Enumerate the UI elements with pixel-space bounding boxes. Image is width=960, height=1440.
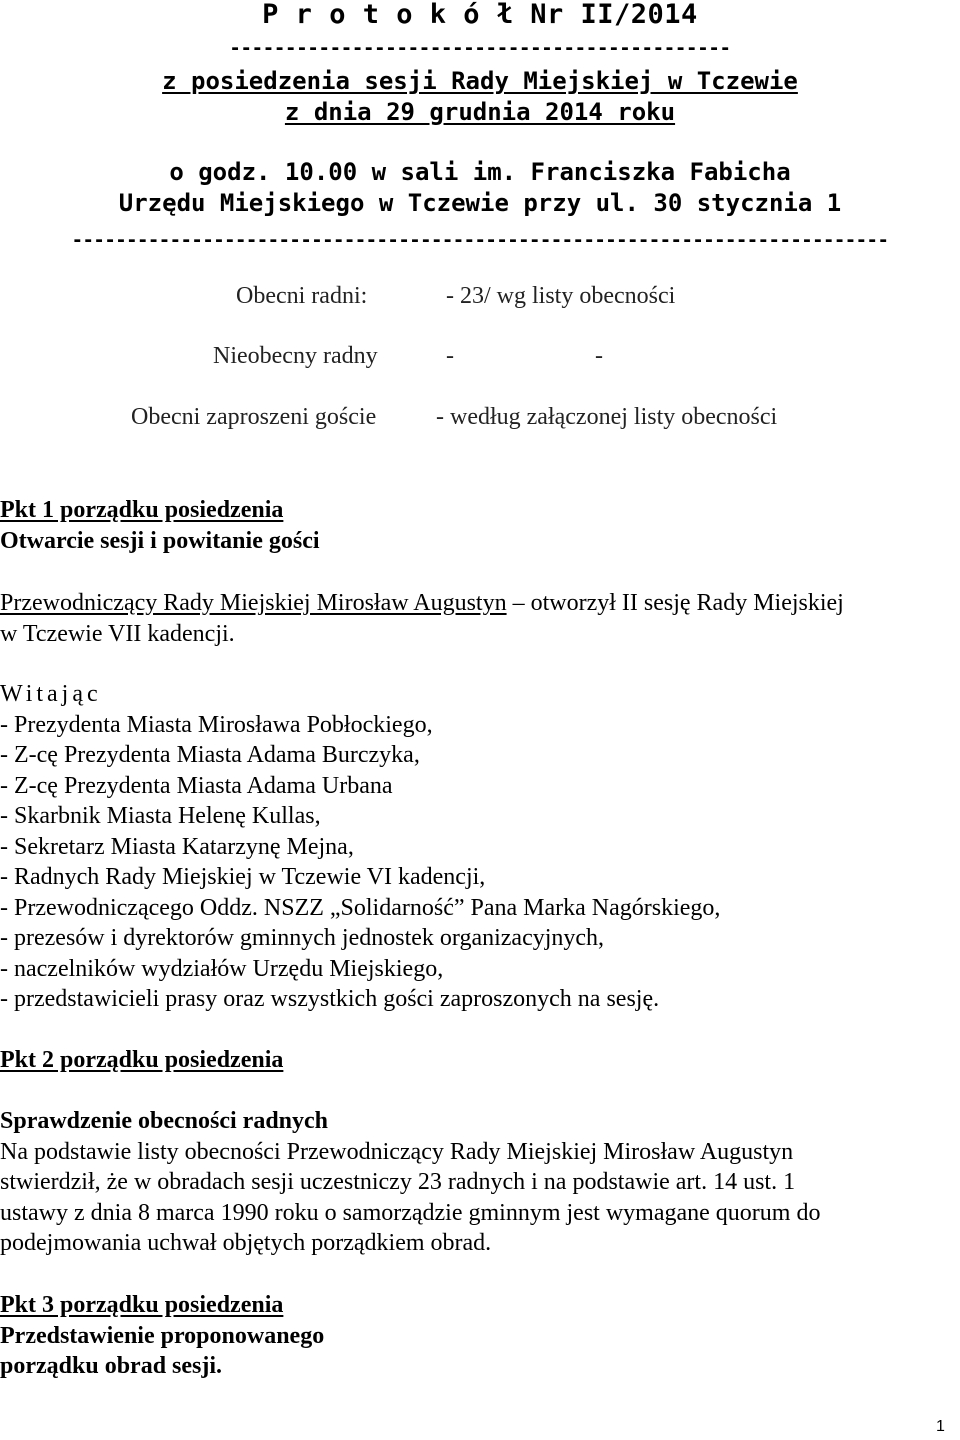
welcome-list-item: - Radnych Rady Miejskiej w Tczewie VI kadencji, [0,864,486,890]
pkt3-subheading: Przedstawienie proponowanego [0,1322,325,1349]
pkt1-opening [0,588,958,649]
welcome-list-item: - Prezydenta Miasta Mirosława Pobłockiego, [0,711,433,738]
welcome-list-item: - Przewodniczącego Oddz. NSZZ „Solidarność” Pana Marka Nagórskiego, [0,894,721,921]
opening-line-2: w Tczewie VII kadencji. [0,620,235,647]
absent-councillor-label: Nieobecny radny [213,343,378,369]
pkt1-section [0,495,958,556]
pkt2-subheading: Sprawdzenie obecności radnych [0,1108,329,1134]
welcome-list-item: - Sekretarz Miasta Katarzynę Mejna, [0,833,354,860]
title-separator: --------------------------------------------- [229,37,731,59]
absent-councillor-value: - [595,343,603,369]
welcome-list-item: - Skarbnik Miasta Helenę Kullas, [0,803,321,829]
session-address: Urzędu Miejskiego w Tczewie przy ul. 30 stycznia 1 [118,189,842,217]
welcome-list-item: - Z-cę Prezydenta Miasta Adama Burczyka, [0,742,420,768]
pkt2-paragraph-line: Na podstawie listy obecności Przewodniczący Rady Miejskiej Mirosław Augustyn [0,1138,794,1165]
welcome-list-item: - przedstawicieli prasy oraz wszystkich gości zaproszonych na sesję. [0,986,660,1012]
pkt3-section [0,1290,958,1382]
welcome-word: Witając [0,681,102,707]
pkt2-paragraph-line: podejmowania uchwał objętych porządkiem obrad. [0,1230,492,1256]
present-councillors-label: Obecni radni: [236,283,368,309]
pkt3-subheading-2: porządku obrad sesji. [0,1353,223,1379]
session-date: z dnia 29 grudnia 2014 roku [284,98,676,126]
session-subtitle: z posiedzenia sesji Rady Miejskiej w Tczewie [162,67,798,95]
page-number: 1 [936,1418,945,1435]
pkt1-heading: Pkt 1 porządku posiedzenia [0,497,284,523]
present-councillors-value: - 23/ wg listy obecności [446,283,676,309]
opening-text: – otworzył II sesję Rady Miejskiej [506,590,844,616]
welcome-section [0,679,958,1015]
invited-guests-value: - według załączonej listy obecności [436,404,778,430]
welcome-list-item: - naczelników wydziałów Urzędu Miejskiego, [0,955,444,982]
header-separator: --------------------------------------------------------------------------- [71,229,889,251]
welcome-list-item: - prezesów i dyrektorów gminnych jednostek organizacyjnych, [0,925,605,951]
pkt2-paragraph-line: ustawy z dnia 8 marca 1990 roku o samorządzie gminnym jest wymagane quorum do [0,1199,821,1226]
pkt2-paragraph-line: stwierdził, że w obradach sesji uczestniczy 23 radnych i na podstawie art. 14 ust. 1 [0,1169,796,1195]
document-title: P r o t o k ó ł Nr II/2014 [262,0,698,30]
welcome-list-item: - Z-cę Prezydenta Miasta Adama Urbana [0,772,393,799]
pkt3-heading: Pkt 3 porządku posiedzenia [0,1292,284,1318]
pkt1-subheading: Otwarcie sesji i powitanie gości [0,527,320,554]
pkt2-section [0,1106,958,1259]
session-time-place: o godz. 10.00 w sali im. Franciszka Fabicha [169,158,791,186]
chair-name: Przewodniczący Rady Miejskiej Mirosław Augustyn [0,590,507,616]
absent-councillor-dash: - [446,343,454,369]
pkt2-heading-block [0,1045,958,1076]
opening-line [0,588,958,619]
invited-guests-label: Obecni zaproszeni goście [131,404,377,430]
pkt2-heading: Pkt 2 porządku posiedzenia [0,1047,284,1073]
